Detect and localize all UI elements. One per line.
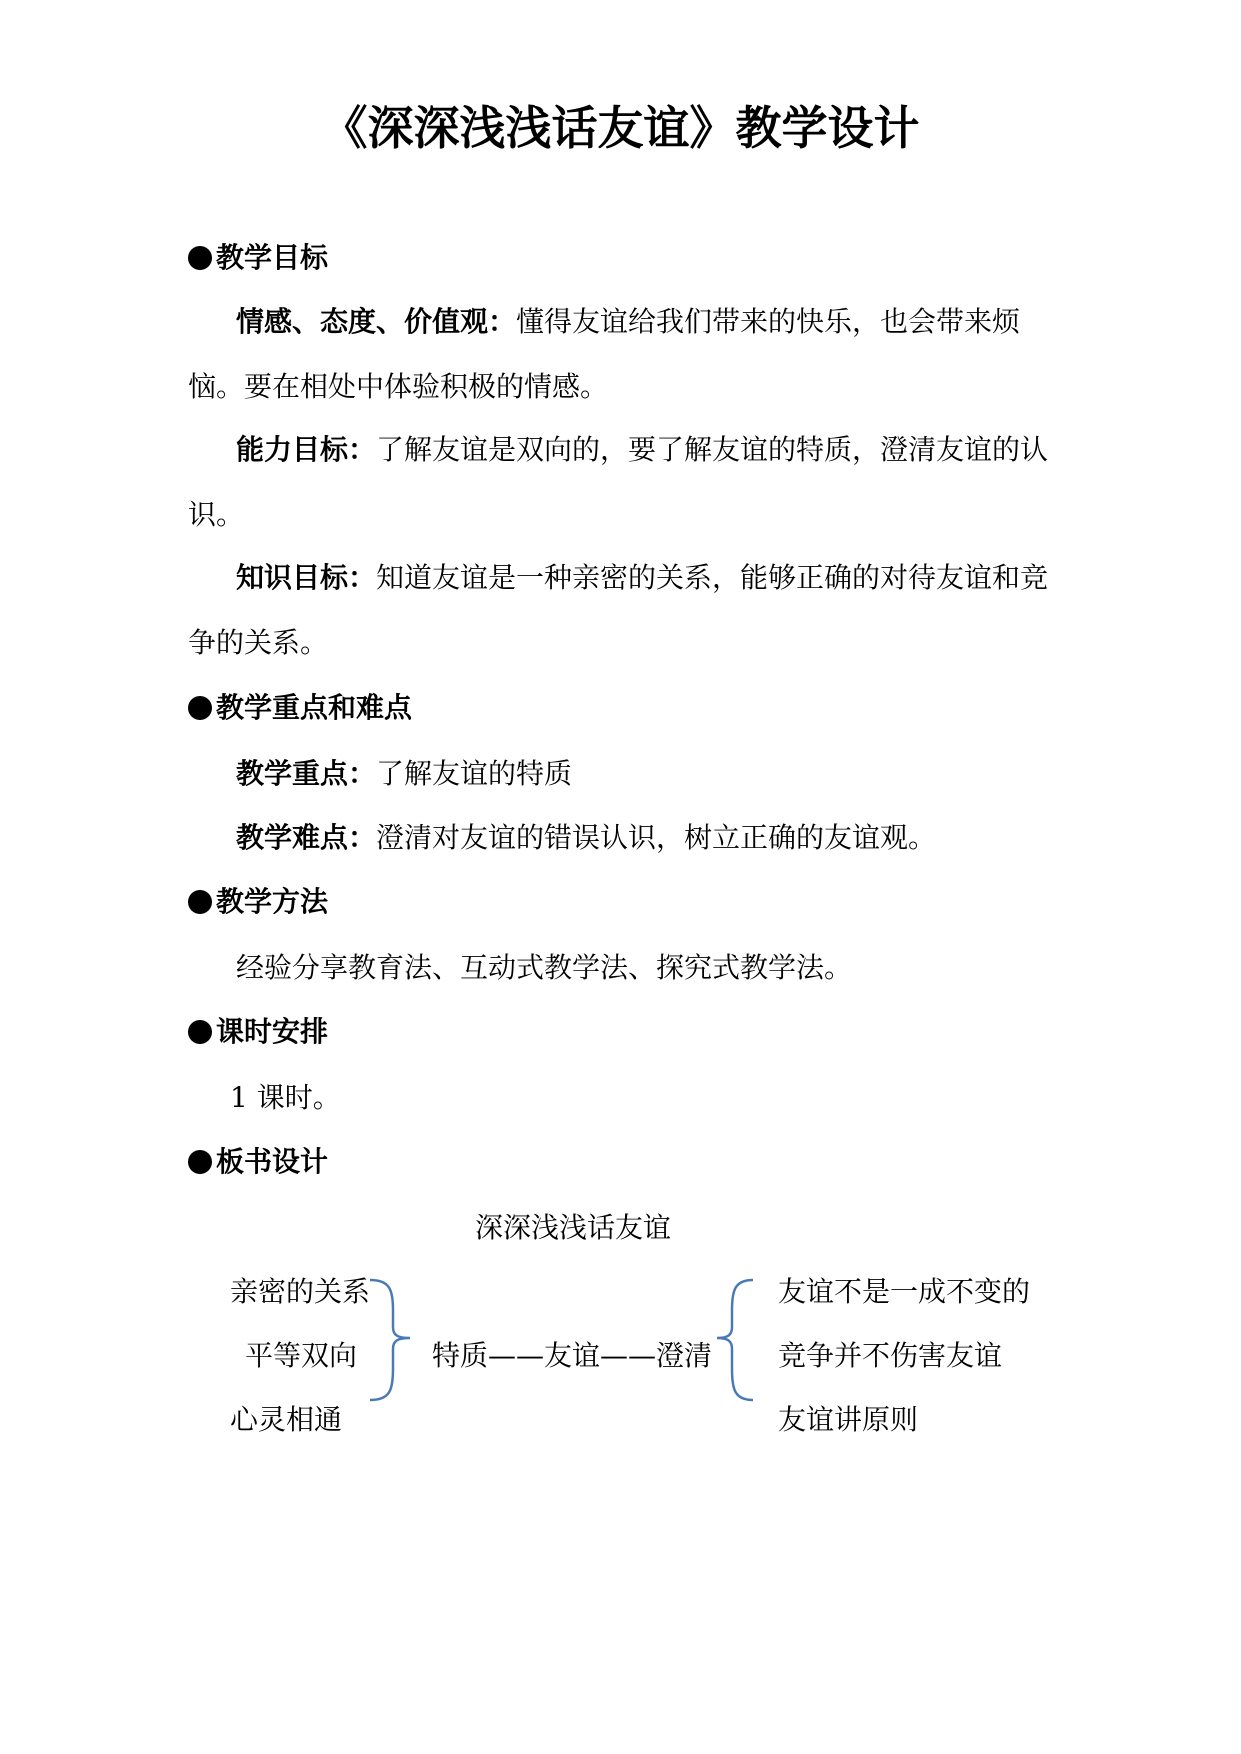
objective-label: 知识目标： xyxy=(236,561,377,594)
bullet-icon xyxy=(188,246,212,270)
board-title: 深深浅浅话友谊 xyxy=(475,1211,672,1244)
objective-text: 懂得友谊给我们带来的快乐，也会带来烦恼。要在相处中体验积极的情感。 xyxy=(188,305,1021,403)
board-right-item: 友谊不是一成不变的 xyxy=(778,1275,1031,1308)
objective-emotion xyxy=(188,289,1058,419)
section-heading-focus: 教学重点和难点 xyxy=(188,688,412,728)
objective-label: 能力目标： xyxy=(236,433,377,466)
right-brace-icon xyxy=(360,1275,420,1405)
board-left-item: 亲密的关系 xyxy=(230,1275,371,1308)
bullet-icon xyxy=(188,890,212,914)
board-left-item: 心灵相通 xyxy=(230,1403,343,1436)
board-right-item: 竞争并不伤害友谊 xyxy=(778,1339,1003,1372)
schedule-text: 1 课时。 xyxy=(230,1081,341,1114)
bullet-icon xyxy=(188,696,212,720)
section-heading-objectives: 教学目标 xyxy=(188,238,328,278)
board-right-item: 友谊讲原则 xyxy=(778,1403,919,1436)
bullet-icon xyxy=(188,1150,212,1174)
focus-key-point: 教学重点：了解友谊的特质 xyxy=(236,757,573,790)
left-brace-icon xyxy=(713,1275,763,1405)
objective-knowledge xyxy=(188,545,1058,675)
board-center-text: 特质——友谊——澄清 xyxy=(432,1339,713,1372)
section-heading-methods: 教学方法 xyxy=(188,882,328,922)
objective-label: 情感、态度、价值观： xyxy=(236,305,517,338)
methods-text: 经验分享教育法、互动式教学法、探究式教学法。 xyxy=(236,951,853,984)
section-heading-board: 板书设计 xyxy=(188,1142,328,1182)
bullet-icon xyxy=(188,1020,212,1044)
objective-text: 知道友谊是一种亲密的关系，能够正确的对待友谊和竞争的关系。 xyxy=(188,561,1049,659)
document-title: 《深深浅浅话友谊》教学设计 xyxy=(321,101,920,155)
objective-text: 了解友谊是双向的，要了解友谊的特质，澄清友谊的认识。 xyxy=(188,433,1049,531)
objective-ability xyxy=(188,417,1058,547)
section-heading-schedule: 课时安排 xyxy=(188,1012,328,1052)
board-left-item: 平等双向 xyxy=(245,1339,358,1372)
focus-difficulty: 教学难点：澄清对友谊的错误认识，树立正确的友谊观。 xyxy=(236,821,937,854)
